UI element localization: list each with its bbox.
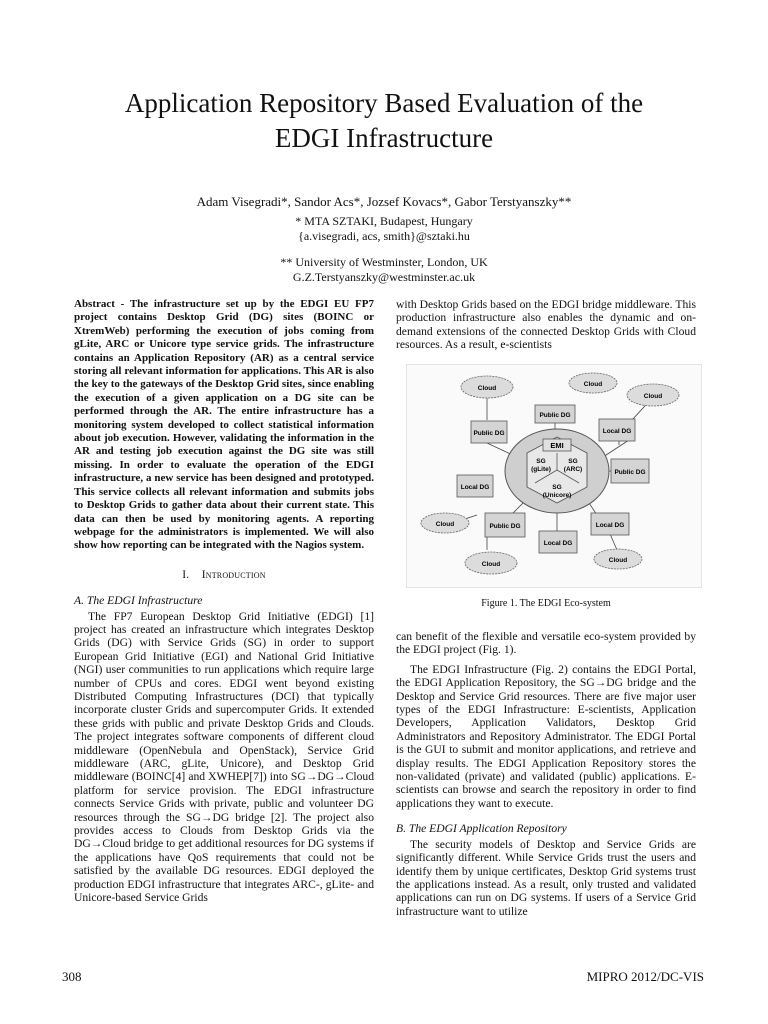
- right-paragraph-1: with Desktop Grids based on the EDGI bridge middleware. This production infrastructure also enables the dynamic and on-demand extensions of the connected Desktop Grids with Cloud resources. As a result, e-scientists: [396, 298, 696, 352]
- subsection-b-heading: B. The EDGI Application Repository: [396, 822, 567, 836]
- public-dg-box-1: [535, 405, 575, 423]
- paper-title-line2: EDGI Infrastructure: [274, 123, 494, 153]
- svg-text:Public DG: Public DG: [489, 523, 521, 530]
- author-list: Adam Visegradi*, Sandor Acs*, Jozsef Kovacs*, Gabor Terstyanszky**: [196, 194, 572, 209]
- venue-footer: MIPRO 2012/DC-VIS: [586, 969, 704, 984]
- svg-text:Public DG: Public DG: [614, 469, 646, 476]
- right-paragraph-3: The EDGI Infrastructure (Fig. 2) contains the EDGI Portal, the EDGI Application Repository, the SG→DG bridge and the Desktop and Service Grid resources. There are five major user types of the EDGI Infrastructure: E-scientists, Application Developers, Application Validators, Desktop Grid Administrators and Repository Administrator. The EDGI Portal is the GUI to submit and monitor applications, and retrieve and display results. The EDGI Application Repository stores the non-validated (private) and validated (public) applications. E-scientists can browse and search the repository in order to find applications they want to execute.: [396, 662, 696, 810]
- section-heading: [74, 569, 374, 582]
- cloud-shape-6: [594, 549, 642, 569]
- cloud-shape-3: [627, 384, 679, 406]
- cloud-shape-5: [465, 552, 517, 574]
- right-paragraph-4: The security models of Desktop and Service Grids are significantly different. While Service Grids trust the users and identify them by unique certificates, Desktop Grid systems trust the applications instead. As a result, only trusted and validated applications can run on DG systems. If users of a Service Grid infrastructure want to utilize: [396, 837, 696, 918]
- page-number: 308: [62, 969, 82, 984]
- svg-text:Cloud: Cloud: [643, 393, 663, 400]
- svg-text:Local DG: Local DG: [602, 428, 632, 435]
- figure-caption: Figure 1. The EDGI Eco-system: [481, 598, 611, 609]
- local-dg-box-4: [591, 513, 629, 535]
- abstract: Abstract - The infrastructure set up by the EDGI EU FP7 project contains Desktop Grid (DG) sites (BOINC or XtremWeb) performing the execution of jobs coming from gLite, ARC or Unicore type service grids. The infrastructure contains an Application Repository (AR) as a central service storing all relevant information for applications. This AR is also the key to the gateways of the Desktop Grid sites, since enabling the execution of a given application on a DG site can be performed through the AR. The entire infrastructure has a monitoring system developed to collect statistical information about job execution. However, validating the information in the AR and testing job execution against the DG site was still missing. In order to evaluate the operation of the EDGI infrastructure, a new service has been designed and prototyped. This service collects all relevant information and submits jobs to Desktop Grids to gather data about their current state. This data can then be used by monitoring agents. A reporting webpage for the administrators is implemented. We will also show how reporting can be integrated with the Nagios system.: [74, 298, 374, 552]
- sg-arc-label: SG (ARC): [563, 458, 583, 473]
- affiliation-1-line1: * MTA SZTAKI, Budapest, Hungary: [295, 214, 473, 228]
- local-dg-box-2: [457, 475, 493, 497]
- left-column: [74, 298, 374, 904]
- svg-text:Cloud: Cloud: [608, 557, 628, 564]
- paper-title-line1: Application Repository Based Evaluation of the: [124, 88, 644, 118]
- section-number: I.: [182, 568, 190, 581]
- right-column-top: [396, 298, 696, 352]
- sg-unicore-label: SG (Unicore): [542, 484, 572, 499]
- svg-text:Local DG: Local DG: [460, 484, 490, 491]
- svg-text:Local DG: Local DG: [543, 540, 573, 547]
- figure-edgi-ecosystem: [406, 364, 702, 588]
- affiliation-2-email: G.Z.Terstyanszky@westminster.ac.uk: [292, 270, 476, 284]
- local-dg-box-1: [599, 419, 635, 441]
- section-title: Introduction: [201, 568, 266, 581]
- public-dg-box-4: [485, 513, 525, 537]
- cloud-shape-1: [461, 376, 513, 398]
- svg-text:Cloud: Cloud: [583, 381, 603, 388]
- svg-text:Cloud: Cloud: [477, 385, 497, 392]
- svg-text:Cloud: Cloud: [481, 561, 501, 568]
- cloud-shape-4: [421, 513, 469, 533]
- sg-glite-label: SG (gLite): [531, 458, 551, 473]
- svg-text:Cloud: Cloud: [435, 521, 455, 528]
- cloud-shape-2: [569, 373, 617, 393]
- subsection-a-heading: A. The EDGI Infrastructure: [74, 594, 203, 608]
- public-dg-box-3: [611, 459, 649, 483]
- svg-text:Local DG: Local DG: [595, 522, 625, 529]
- svg-text:Public DG: Public DG: [473, 430, 505, 437]
- ecosystem-diagram: [407, 365, 703, 589]
- local-dg-box-3: [539, 531, 577, 553]
- affiliation-1-email: {a.visegradi, acs, smith}@sztaki.hu: [298, 229, 470, 243]
- right-column-bottom: [396, 630, 696, 918]
- affiliation-2-line1: ** University of Westminster, London, UK: [280, 255, 488, 269]
- svg-text:Public DG: Public DG: [539, 412, 571, 419]
- paper-title: [40, 86, 728, 156]
- emi-label: EMI: [550, 441, 564, 450]
- intro-paragraph: The FP7 European Desktop Grid Initiative (EDGI) [1] project has created an infrastructure which integrates Desktop Grids (DG) with Service Grids (SG) in order to support European Grid Initiative (EGI) and National Grid Initiative (NGI) user communities to run applications which require large number of CPUs and cores. EDGI went beyond existing Distributed Computing Infrastructures (DCI) that typically incorporate cluster Grids and supercomputer Grids. It extended these grids with public and private Desktop Grids and Clouds. The project integrates software components of different cloud middleware (OpenNebula and OpenStack), Service Grid middleware (ARC, gLite, Unicore), and Desktop Grid middleware (BOINC[4] and XWHEP[7]) into SG→DG→Cloud platform for service provision. The EDGI infrastructure connects Service Grids with private, public and volunteer DG resources through the SG→DG bridge [2]. The project also provides access to Clouds from Desktop Grids via the DG→Cloud bridge to get additional resources for DG systems if the applications have QoS requirements that could not be satisfied by the available DG resources. EDGI deployed the production EDGI infrastructure that integrates ARC-, gLite- and Unicore-based Service Grids: [74, 609, 374, 905]
- public-dg-box-2: [471, 421, 507, 443]
- right-paragraph-2: can benefit of the flexible and versatile eco-system provided by the EDGI project (Fig. 1).: [396, 630, 696, 657]
